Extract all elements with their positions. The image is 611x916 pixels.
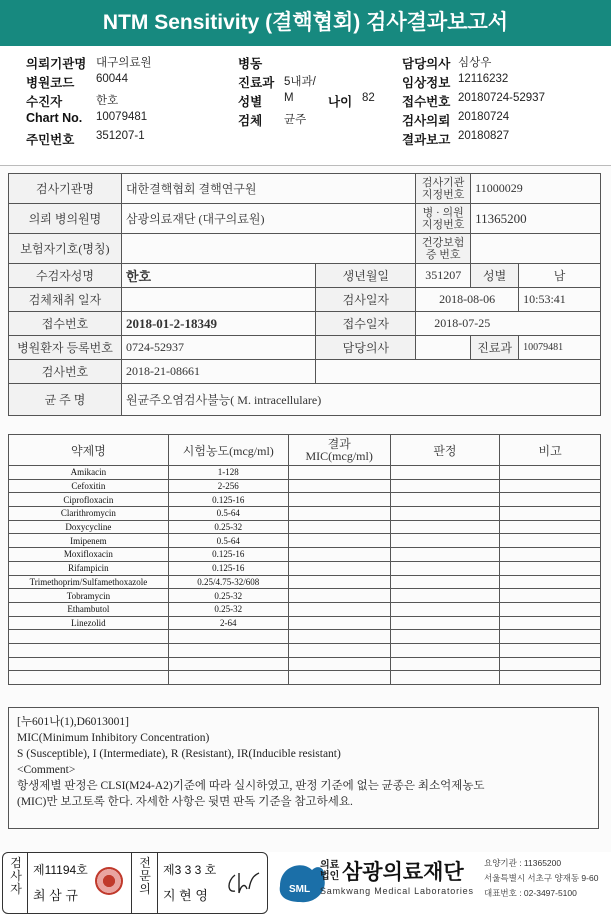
info-value: 10:53:41 <box>519 288 601 312</box>
remark <box>500 548 601 562</box>
comment-box <box>8 707 599 829</box>
judgement <box>390 616 500 630</box>
test-range: 0.125-16 <box>168 548 288 562</box>
table-row <box>9 575 601 589</box>
remark <box>500 493 601 507</box>
org-name: 삼광의료재단 <box>342 861 464 884</box>
header-value: 20180724-52937 <box>458 92 545 104</box>
header-col1 <box>26 54 226 149</box>
org-prefix-2: 법인 <box>320 871 340 882</box>
empty-cell <box>390 630 500 644</box>
comment-line: <Comment> <box>17 764 76 776</box>
header-label: 성별 <box>238 95 263 109</box>
table-row <box>9 602 601 616</box>
info-label: 건강보험 증 번호 <box>416 234 471 264</box>
sig1-name: 최 삼 규 <box>33 888 78 903</box>
empty-row <box>9 657 601 671</box>
test-range: 2-256 <box>168 479 288 493</box>
comment-line: MIC(Minimum Inhibitory Concentration) <box>17 732 210 744</box>
table-row <box>9 616 601 630</box>
col-header-range: 시험농도(mcg/ml) <box>168 435 288 466</box>
col-header-drug: 약제명 <box>9 435 169 466</box>
comment-line: 항생제별 판정은 CLSI(M24-A2)기준에 따라 실시하였고, 판정 기준에 없는 균종은 최소억제농도 <box>17 780 485 792</box>
org-prefix-1: 의료 <box>320 860 340 871</box>
test-range: 0.25/4.75-32/608 <box>168 575 288 589</box>
mic-result <box>288 479 390 493</box>
test-range: 1-128 <box>168 466 288 480</box>
empty-cell <box>168 671 288 685</box>
header-value: 351207-1 <box>96 130 145 142</box>
info-table <box>8 173 601 416</box>
info-label: 병원환자 등록번호 <box>9 336 122 360</box>
sig2-license: 제3 3 3 호 <box>163 863 217 877</box>
drug-name: Imipenem <box>9 534 169 548</box>
judgement <box>390 520 500 534</box>
info-label: 담당의사 <box>316 336 416 360</box>
mic-result <box>288 561 390 575</box>
test-range: 0.5-64 <box>168 534 288 548</box>
mic-result <box>288 520 390 534</box>
info-value: 남 <box>519 264 601 288</box>
header-label: 검사의뢰 <box>402 114 451 128</box>
empty-cell <box>288 643 390 657</box>
table-row <box>9 466 601 480</box>
empty-row <box>9 671 601 685</box>
empty-cell <box>168 657 288 671</box>
empty-row <box>9 630 601 644</box>
sensitivity-table <box>8 434 601 685</box>
info-value <box>121 288 316 312</box>
remark <box>500 575 601 589</box>
header-value: 균주 <box>284 114 307 126</box>
header-label: 결과보고 <box>402 133 451 147</box>
header-col2 <box>238 54 398 130</box>
drug-name: Trimethoprim/Sulfamethoxazole <box>9 575 169 589</box>
judgement <box>390 493 500 507</box>
drug-name: Amikacin <box>9 466 169 480</box>
test-range: 0.5-64 <box>168 507 288 521</box>
header-label: 의뢰기관명 <box>26 57 87 71</box>
info-label: 의뢰 병의원명 <box>9 204 122 234</box>
empty-row <box>9 643 601 657</box>
header-col3 <box>402 54 602 149</box>
judgement <box>390 561 500 575</box>
table-row <box>9 479 601 493</box>
empty-cell <box>390 671 500 685</box>
remark <box>500 616 601 630</box>
strain-name: 원균주오염검사불능( M. intracellulare) <box>121 384 600 416</box>
empty-cell <box>316 360 601 384</box>
table-row <box>9 548 601 562</box>
mic-result <box>288 507 390 521</box>
logo-text: SML <box>289 884 311 895</box>
col-header-judge: 판정 <box>390 435 500 466</box>
info-label: 균 주 명 <box>9 384 122 416</box>
drug-name: Tobramycin <box>9 589 169 603</box>
empty-cell <box>9 643 169 657</box>
header-value: 5내과/ <box>284 76 316 88</box>
mic-result <box>288 493 390 507</box>
header-value: 한호 <box>96 95 119 107</box>
info-label: 검사일자 <box>316 288 416 312</box>
header-label: Chart No. <box>26 111 83 125</box>
report-title: NTM Sensitivity (결핵협회) 검사결과보고서 <box>0 0 611 46</box>
info-label: 접수일자 <box>316 312 416 336</box>
info-value <box>121 234 415 264</box>
sig2-name: 지 현 영 <box>163 888 208 903</box>
header-label: 임상정보 <box>402 76 451 90</box>
remark <box>500 602 601 616</box>
comment-code: [누601나(1),D6013001] <box>17 716 129 728</box>
judgement <box>390 575 500 589</box>
mic-result <box>288 466 390 480</box>
header-value: M <box>284 92 294 104</box>
info-label: 접수번호 <box>9 312 122 336</box>
header-value: 12116232 <box>458 73 509 85</box>
empty-cell <box>9 630 169 644</box>
org-phone: 대표번호 : 02-3497-5100 <box>484 888 577 898</box>
mic-result <box>288 548 390 562</box>
drug-name: Clarithromycin <box>9 507 169 521</box>
judgement <box>390 507 500 521</box>
report-footer <box>0 850 611 916</box>
handwritten-signature-icon <box>225 869 261 899</box>
info-label: 보험자기호(명칭) <box>9 234 122 264</box>
remark <box>500 479 601 493</box>
info-value: 2018-01-2-18349 <box>121 312 316 336</box>
info-value: 2018-21-08661 <box>121 360 316 384</box>
test-range: 0.25-32 <box>168 520 288 534</box>
drug-name: Rifampicin <box>9 561 169 575</box>
table-row <box>9 589 601 603</box>
empty-cell <box>288 671 390 685</box>
info-value: 10079481 <box>519 336 601 360</box>
drug-name: Ciprofloxacin <box>9 493 169 507</box>
empty-cell <box>9 657 169 671</box>
header-value: 82 <box>362 92 375 104</box>
empty-cell <box>390 657 500 671</box>
info-value <box>471 234 601 264</box>
header-value: 20180827 <box>458 130 510 142</box>
info-label: 병 · 의원 지정번호 <box>416 204 471 234</box>
signature-box <box>2 852 268 914</box>
empty-cell <box>168 630 288 644</box>
info-label: 검사기관 지정번호 <box>416 174 471 204</box>
header-label: 접수번호 <box>402 95 451 109</box>
patient-name: 한호 <box>121 264 316 288</box>
empty-cell <box>288 630 390 644</box>
info-label: 검사기관명 <box>9 174 122 204</box>
remark <box>500 507 601 521</box>
judgement <box>390 534 500 548</box>
info-value: 351207 <box>416 264 471 288</box>
test-range: 0.25-32 <box>168 602 288 616</box>
sig2-label: 전문의 <box>139 856 151 896</box>
drug-name: Ethambutol <box>9 602 169 616</box>
empty-cell <box>168 643 288 657</box>
header-value: 20180724 <box>458 111 510 123</box>
info-label: 성별 <box>471 264 519 288</box>
header-label: 병동 <box>238 57 263 71</box>
judgement <box>390 466 500 480</box>
table-row <box>9 534 601 548</box>
table-row <box>9 561 601 575</box>
header-label: 병원코드 <box>26 76 75 90</box>
empty-cell <box>500 671 601 685</box>
header-label: 검체 <box>238 114 263 128</box>
remark <box>500 534 601 548</box>
header-label: 수진자 <box>26 95 63 109</box>
test-range: 0.125-16 <box>168 561 288 575</box>
table-row <box>9 507 601 521</box>
empty-cell <box>288 657 390 671</box>
report-sheet <box>0 165 611 852</box>
mic-result <box>288 534 390 548</box>
info-value: 대한결핵협회 결핵연구원 <box>121 174 415 204</box>
col-header-result-bottom: MIC(mcg/ml) <box>305 449 373 463</box>
info-value: 2018-07-25 <box>416 312 601 336</box>
drug-name: Doxycycline <box>9 520 169 534</box>
table-row <box>9 520 601 534</box>
sig1-label: 검사자 <box>10 856 22 896</box>
remark <box>500 520 601 534</box>
org-code: 요양기관 : 11365200 <box>484 858 562 868</box>
judgement <box>390 548 500 562</box>
mic-result <box>288 589 390 603</box>
test-range: 2-64 <box>168 616 288 630</box>
mic-result <box>288 575 390 589</box>
empty-cell <box>500 643 601 657</box>
header-value: 10079481 <box>96 111 148 123</box>
org-contact <box>484 856 598 901</box>
header-label: 나이 <box>328 95 353 109</box>
empty-cell <box>9 671 169 685</box>
empty-cell <box>390 643 500 657</box>
header-label: 담당의사 <box>402 57 451 71</box>
info-value: 0724-52937 <box>121 336 316 360</box>
mic-result <box>288 602 390 616</box>
comment-line: (MIC)만 보고토록 한다. 자세한 사항은 뒷면 판독 기준을 참고하세요. <box>17 796 353 808</box>
info-value: 11000029 <box>471 174 601 204</box>
test-range: 0.25-32 <box>168 589 288 603</box>
header-label: 주민번호 <box>26 133 75 147</box>
empty-cell <box>500 630 601 644</box>
drug-name: Moxifloxacin <box>9 548 169 562</box>
comment-line: S (Susceptible), I (Intermediate), R (Resistant), IR(Inducible resistant) <box>17 748 341 760</box>
col-header-result-top: 결과 <box>327 437 351 451</box>
judgement <box>390 602 500 616</box>
report-header <box>0 50 611 154</box>
remark <box>500 466 601 480</box>
mic-result <box>288 616 390 630</box>
test-range: 0.125-16 <box>168 493 288 507</box>
remark <box>500 561 601 575</box>
drug-name: Cefoxitin <box>9 479 169 493</box>
info-label: 수검자성명 <box>9 264 122 288</box>
info-value <box>416 336 471 360</box>
empty-cell <box>500 657 601 671</box>
info-label: 생년월일 <box>316 264 416 288</box>
divider <box>131 853 132 913</box>
divider <box>27 853 28 913</box>
header-value: 심상우 <box>458 57 492 69</box>
col-header-result <box>288 435 390 466</box>
org-address: 서울특별시 서초구 양재동 9-60 <box>484 873 599 883</box>
drug-name: Linezolid <box>9 616 169 630</box>
divider <box>157 853 158 913</box>
header-value: 60044 <box>96 73 128 85</box>
sig1-license: 제11194호 <box>33 863 88 877</box>
col-header-note: 비고 <box>500 435 601 466</box>
table-row <box>9 493 601 507</box>
header-value: 대구의료원 <box>96 57 152 69</box>
info-label: 검체채취 일자 <box>9 288 122 312</box>
info-value: 11365200 <box>471 204 601 234</box>
org-english-name: Samkwang Medical Laboratories <box>320 886 474 896</box>
header-label: 진료과 <box>238 76 275 90</box>
judgement <box>390 589 500 603</box>
judgement <box>390 479 500 493</box>
remark <box>500 589 601 603</box>
seal-stamp-icon <box>95 867 123 895</box>
info-value: 2018-08-06 <box>416 288 519 312</box>
info-value: 삼광의료재단 (대구의료원) <box>121 204 415 234</box>
info-label: 검사번호 <box>9 360 122 384</box>
info-label: 진료과 <box>471 336 519 360</box>
